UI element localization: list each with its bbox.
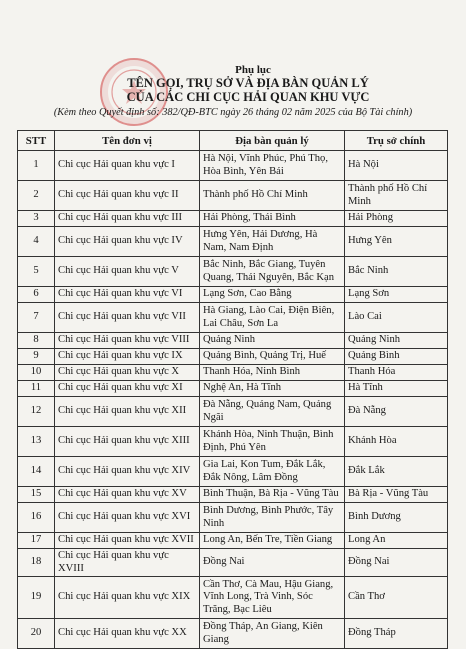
cell-stt: 11 <box>18 381 55 397</box>
cell-area: Cần Thơ, Cà Mau, Hậu Giang, Vĩnh Long, Trà Vinh, Sóc Trăng, Bạc Liêu <box>200 577 345 619</box>
cell-area: Lạng Sơn, Cao Bằng <box>200 287 345 303</box>
table-row <box>18 303 448 333</box>
cell-name: Chi cục Hải quan khu vực X <box>55 365 200 381</box>
cell-stt: 2 <box>18 181 55 211</box>
cell-name: Chi cục Hải quan khu vực III <box>55 211 200 227</box>
cell-stt: 14 <box>18 457 55 487</box>
table-row <box>18 397 448 427</box>
col-header-name: Tên đơn vị <box>55 131 200 151</box>
cell-name: Chi cục Hải quan khu vực XV <box>55 487 200 503</box>
table-row <box>18 227 448 257</box>
cell-area: Quảng Bình, Quảng Trị, Huế <box>200 349 345 365</box>
cell-name: Chi cục Hải quan khu vực IV <box>55 227 200 257</box>
cell-hq: Quảng Ninh <box>345 333 448 349</box>
cell-name: Chi cục Hải quan khu vực V <box>55 257 200 287</box>
col-header-hq: Trụ sở chính <box>345 131 448 151</box>
cell-hq: Bà Rịa - Vũng Tàu <box>345 487 448 503</box>
cell-stt: 4 <box>18 227 55 257</box>
cell-stt: 3 <box>18 211 55 227</box>
cell-stt: 1 <box>18 151 55 181</box>
title-line-2: CỦA CÁC CHI CỤC HẢI QUAN KHU VỰC <box>126 90 370 104</box>
cell-name: Chi cục Hải quan khu vực XX <box>55 619 200 649</box>
cell-stt: 20 <box>18 619 55 649</box>
cell-stt: 7 <box>18 303 55 333</box>
cell-stt: 9 <box>18 349 55 365</box>
col-header-stt: STT <box>18 131 55 151</box>
cell-area: Đồng Tháp, An Giang, Kiên Giang <box>200 619 345 649</box>
cell-hq: Thanh Hóa <box>345 365 448 381</box>
cell-area: Hà Nội, Vĩnh Phúc, Phú Thọ, Hòa Bình, Yên Bái <box>200 151 345 181</box>
cell-area: Hải Phòng, Thái Bình <box>200 211 345 227</box>
cell-name: Chi cục Hải quan khu vực XIV <box>55 457 200 487</box>
cell-hq: Bình Dương <box>345 503 448 533</box>
cell-name: Chi cục Hải quan khu vực II <box>55 181 200 211</box>
cell-stt: 10 <box>18 365 55 381</box>
table-row <box>18 211 448 227</box>
cell-name: Chi cục Hải quan khu vực XVI <box>55 503 200 533</box>
table-row <box>18 151 448 181</box>
cell-area: Thành phố Hồ Chí Minh <box>200 181 345 211</box>
cell-name: Chi cục Hải quan khu vực XIX <box>55 577 200 619</box>
cell-stt: 16 <box>18 503 55 533</box>
table-row <box>18 619 448 649</box>
cell-area: Bình Thuận, Bà Rịa - Vũng Tàu <box>200 487 345 503</box>
cell-hq: Bắc Ninh <box>345 257 448 287</box>
cell-area: Khánh Hòa, Ninh Thuận, Bình Định, Phú Yên <box>200 427 345 457</box>
cell-area: Đà Nẵng, Quảng Nam, Quảng Ngãi <box>200 397 345 427</box>
cell-stt: 8 <box>18 333 55 349</box>
table-body <box>18 151 448 649</box>
cell-stt: 6 <box>18 287 55 303</box>
cell-name: Chi cục Hải quan khu vực XVIII <box>55 549 200 577</box>
cell-area: Long An, Bến Tre, Tiền Giang <box>200 533 345 549</box>
table-row <box>18 365 448 381</box>
cell-name: Chi cục Hải quan khu vực VIII <box>55 333 200 349</box>
cell-area: Bắc Ninh, Bắc Giang, Tuyên Quang, Thái Nguyên, Bắc Kạn <box>200 257 345 287</box>
cell-hq: Đắk Lắk <box>345 457 448 487</box>
cell-hq: Hưng Yên <box>345 227 448 257</box>
cell-name: Chi cục Hải quan khu vực IX <box>55 349 200 365</box>
table-row <box>18 181 448 211</box>
customs-office-table <box>17 130 448 649</box>
cell-area: Nghệ An, Hà Tĩnh <box>200 381 345 397</box>
title-line-1: TÊN GỌI, TRỤ SỞ VÀ ĐỊA BÀN QUẢN LÝ <box>127 76 369 90</box>
table-row <box>18 457 448 487</box>
cell-name: Chi cục Hải quan khu vực I <box>55 151 200 181</box>
cell-hq: Đà Nẵng <box>345 397 448 427</box>
cell-hq: Thành phố Hồ Chí Minh <box>345 181 448 211</box>
table-row <box>18 487 448 503</box>
cell-stt: 15 <box>18 487 55 503</box>
cell-area: Đồng Nai <box>200 549 345 577</box>
cell-hq: Hà Nội <box>345 151 448 181</box>
cell-stt: 19 <box>18 577 55 619</box>
cell-name: Chi cục Hải quan khu vực VI <box>55 287 200 303</box>
cell-name: Chi cục Hải quan khu vực XI <box>55 381 200 397</box>
cell-hq: Lào Cai <box>345 303 448 333</box>
table-row <box>18 257 448 287</box>
cell-stt: 5 <box>18 257 55 287</box>
cell-hq: Hà Tĩnh <box>345 381 448 397</box>
cell-hq: Lạng Sơn <box>345 287 448 303</box>
appendix-label: Phụ lục <box>235 64 271 76</box>
cell-hq: Đồng Tháp <box>345 619 448 649</box>
cell-area: Quảng Ninh <box>200 333 345 349</box>
document-header <box>0 64 466 118</box>
table-row <box>18 349 448 365</box>
table-row <box>18 381 448 397</box>
cell-stt: 13 <box>18 427 55 457</box>
cell-name: Chi cục Hải quan khu vực XIII <box>55 427 200 457</box>
cell-area: Hà Giang, Lào Cai, Điện Biên, Lai Châu, Sơn La <box>200 303 345 333</box>
cell-hq: Khánh Hòa <box>345 427 448 457</box>
cell-hq: Hải Phòng <box>345 211 448 227</box>
table-row <box>18 533 448 549</box>
cell-name: Chi cục Hải quan khu vực VII <box>55 303 200 333</box>
cell-hq: Đồng Nai <box>345 549 448 577</box>
cell-name: Chi cục Hải quan khu vực XVII <box>55 533 200 549</box>
cell-area: Hưng Yên, Hải Dương, Hà Nam, Nam Định <box>200 227 345 257</box>
cell-name: Chi cục Hải quan khu vực XII <box>55 397 200 427</box>
cell-stt: 18 <box>18 549 55 577</box>
cell-hq: Cần Thơ <box>345 577 448 619</box>
cell-stt: 12 <box>18 397 55 427</box>
cell-hq: Long An <box>345 533 448 549</box>
table-row <box>18 287 448 303</box>
cell-area: Thanh Hóa, Ninh Bình <box>200 365 345 381</box>
table-row <box>18 333 448 349</box>
table-row <box>18 549 448 577</box>
decision-note: (Kèm theo Quyết định số: 382/QĐ-BTC ngày 26 tháng 02 năm 2025 của Bộ Tài chính) <box>53 107 413 118</box>
table-row <box>18 427 448 457</box>
cell-area: Bình Dương, Bình Phước, Tây Ninh <box>200 503 345 533</box>
cell-hq: Quảng Bình <box>345 349 448 365</box>
table-header-row <box>18 131 448 151</box>
cell-stt: 17 <box>18 533 55 549</box>
table-row <box>18 503 448 533</box>
col-header-area: Địa bàn quản lý <box>200 131 345 151</box>
cell-area: Gia Lai, Kon Tum, Đắk Lắk, Đắk Nông, Lâm Đồng <box>200 457 345 487</box>
table-row <box>18 577 448 619</box>
